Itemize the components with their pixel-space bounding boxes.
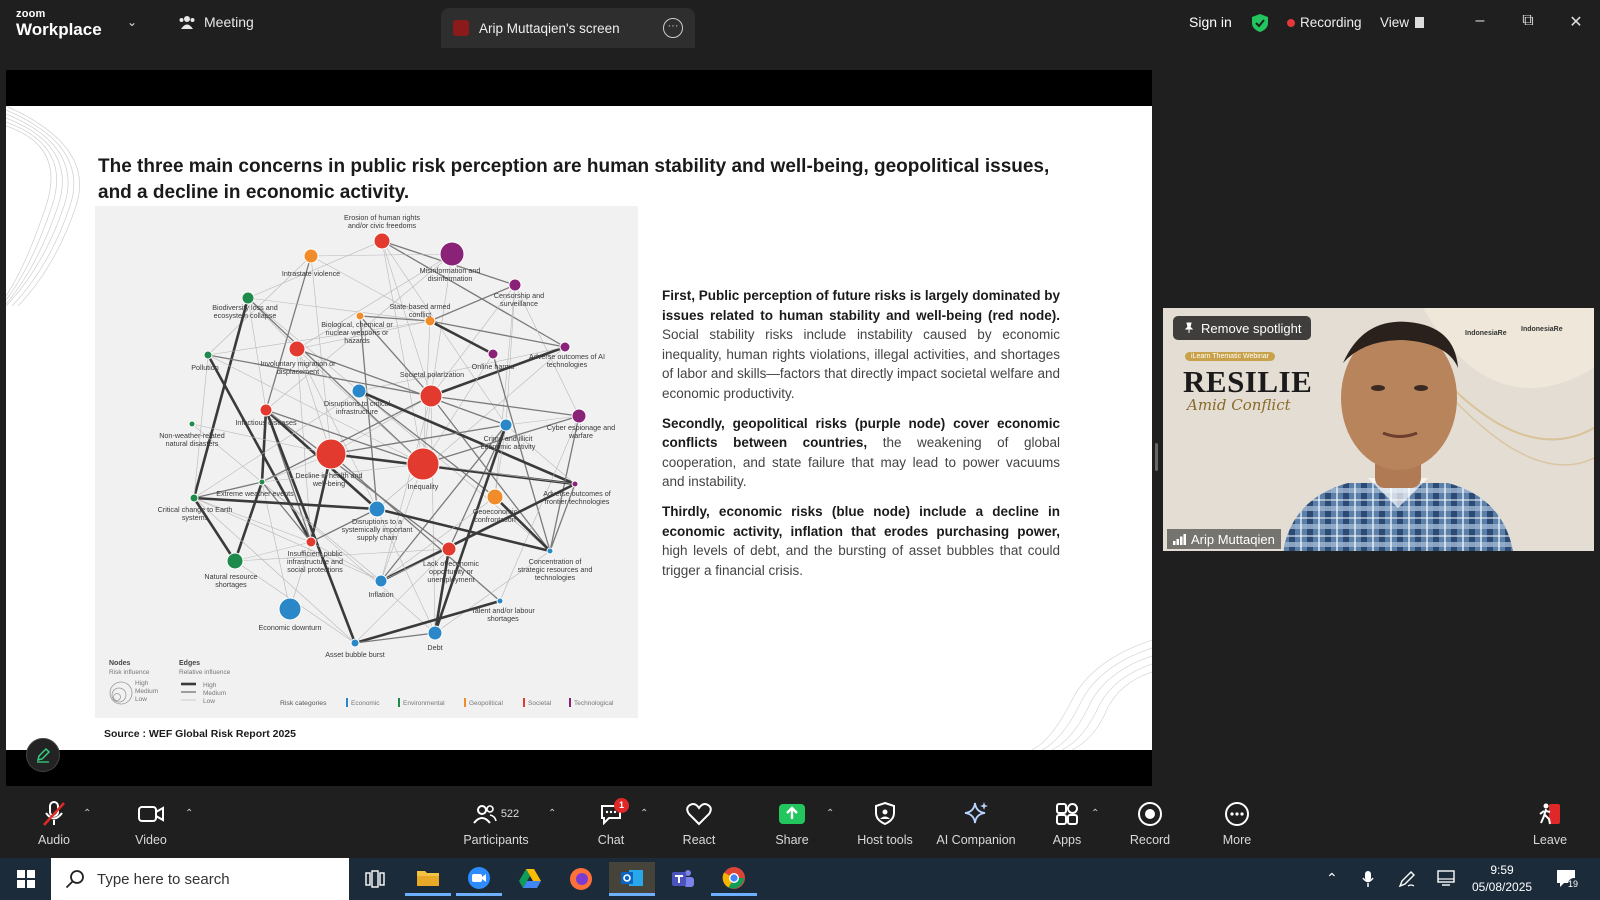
legend-node-high-label: High xyxy=(135,680,149,687)
paragraph-3-text: high levels of debt, and the bursting of asset bubbles that could trigger a financial crisis. xyxy=(662,543,1060,578)
legend-swatch-technological xyxy=(569,698,571,707)
presentation-slide xyxy=(6,106,1152,750)
graph-edge xyxy=(311,254,452,256)
recording-label: Recording xyxy=(1300,15,1362,30)
node-erosion xyxy=(374,233,390,249)
tab-shared-screen[interactable] xyxy=(441,8,695,48)
video-button[interactable] xyxy=(106,798,196,847)
label-migration: Involuntary migration or displacement xyxy=(260,359,336,376)
share-label: Share xyxy=(775,833,809,847)
host-tools-label: Host tools xyxy=(857,833,913,847)
node-inflation xyxy=(375,575,387,587)
zoom-workplace-logo[interactable] xyxy=(16,9,102,38)
clock-date: 05/08/2025 xyxy=(1472,880,1533,894)
node-biological xyxy=(356,312,364,320)
tab-meeting[interactable] xyxy=(178,14,254,30)
node-disruptions-infra xyxy=(352,384,366,398)
tray-chevron-up-icon[interactable]: ⌃ xyxy=(1326,870,1338,886)
participant-name: Arip Muttaqien xyxy=(1191,531,1275,547)
signal-icon xyxy=(1173,534,1186,545)
muted-mic-icon xyxy=(41,798,67,830)
file-explorer-icon[interactable] xyxy=(405,862,451,896)
clock-time: 9:59 xyxy=(1490,863,1514,877)
node-polarization xyxy=(420,385,442,407)
amid-conflict-text: Amid Conflict xyxy=(1187,396,1291,414)
legend-edge-high-label: High xyxy=(203,682,217,689)
legend-node-high xyxy=(110,682,132,704)
label-insufficient: Insufficient public infrastructure and social protections xyxy=(287,549,343,574)
shield-check-icon[interactable] xyxy=(1251,13,1269,38)
legend-node-low xyxy=(114,694,121,701)
label-non-weather: Non-weather-related natural disasters xyxy=(159,431,225,448)
label-inflation: Inflation xyxy=(368,590,394,599)
paragraph-1-text: Social stability risks include instability caused by economic inequality, human rights violations, illegal activities, and shortages of labor and skills—factors that directly impact societal welfare and economic productivity. xyxy=(662,327,1060,401)
record-icon xyxy=(1137,798,1163,830)
graph-edge xyxy=(355,633,435,643)
node-insufficient xyxy=(306,537,316,547)
panel-splitter-handle[interactable] xyxy=(1155,443,1158,471)
participants-icon-wrap xyxy=(473,798,519,830)
label-concentration: Concentration of strategic resources and technologies xyxy=(517,557,593,582)
share-options-chevron-icon[interactable]: ⌃ xyxy=(826,808,835,819)
legend-societal-label: Societal xyxy=(528,700,552,707)
search-icon xyxy=(65,869,85,889)
graph-edge xyxy=(495,285,515,497)
meeting-icon xyxy=(178,14,196,30)
slide-title: The three main concerns in public risk perception are human stability and well-being, geopolitical issues, and a decline in economic activity. xyxy=(98,156,1050,203)
label-interstate: Intrastate violence xyxy=(281,269,341,278)
tab-shared-screen-label: Arip Muttaqien's screen xyxy=(479,20,620,36)
participants-options-chevron-icon[interactable]: ⌃ xyxy=(548,808,557,819)
node-crime xyxy=(500,419,512,431)
more-button[interactable] xyxy=(1192,798,1282,847)
legend-edges-title: Edges xyxy=(179,660,201,667)
video-feed xyxy=(1163,308,1594,551)
apps-button[interactable] xyxy=(1022,798,1112,847)
node-interstate xyxy=(304,249,318,263)
node-inequality xyxy=(407,448,439,480)
label-crime: Crime and illicit economic activity xyxy=(480,434,536,451)
task-view-icon[interactable] xyxy=(352,862,398,896)
legend-edge-medium-label: Medium xyxy=(203,690,227,697)
brand-logo-1: IndonesiaRe xyxy=(1465,330,1507,337)
legend-geopolitical-label: Geopolitical xyxy=(469,700,503,707)
restore-icon[interactable]: ⧉ xyxy=(1522,12,1534,29)
pen-icon[interactable] xyxy=(1398,870,1416,891)
paragraph-3-bold: Thirdly, economic risks (blue node) include a decline in economic activity, inflation that erodes purchasing power, xyxy=(662,503,1060,539)
label-supply-chain: Disruptions to a systemically important supply chain xyxy=(341,517,413,542)
node-infectious xyxy=(260,404,272,416)
share-screen-icon xyxy=(778,798,806,830)
view-icon xyxy=(1415,17,1424,28)
legend-swatch-societal xyxy=(523,698,525,707)
legend-nodes-title: Nodes xyxy=(109,660,131,667)
node-talent xyxy=(497,598,503,604)
taskbar-clock[interactable] xyxy=(1472,862,1532,896)
slide-body-text xyxy=(662,286,1060,590)
record-button[interactable] xyxy=(1105,798,1195,847)
record-dot-icon xyxy=(1287,19,1295,27)
teams-icon[interactable] xyxy=(660,862,706,896)
record-label: Record xyxy=(1129,833,1171,847)
label-state-conflict: State-based armed conflict xyxy=(389,302,451,319)
graph-legend xyxy=(109,660,614,707)
node-adverse-ai xyxy=(560,342,570,352)
node-frontier xyxy=(572,481,578,487)
label-pollution: Pollution xyxy=(191,363,219,372)
sign-in-button[interactable]: Sign in xyxy=(1189,14,1232,30)
windows-start-icon[interactable] xyxy=(17,870,35,888)
ai-companion-label: AI Companion xyxy=(936,833,1016,847)
chat-label: Chat xyxy=(597,833,625,847)
more-label: More xyxy=(1222,833,1252,847)
node-decline-health xyxy=(316,439,346,469)
decorative-wave-left xyxy=(6,106,96,306)
node-non-weather xyxy=(189,421,195,427)
share-button[interactable] xyxy=(747,798,837,847)
taskbar-search-box[interactable] xyxy=(51,858,349,900)
logo-big-text: Workplace xyxy=(16,20,102,39)
label-erosion: Erosion of human rights and/or civic freedoms xyxy=(344,213,420,230)
legend-economic-label: Economic xyxy=(351,700,380,707)
chat-options-chevron-icon[interactable]: ⌃ xyxy=(640,808,649,819)
label-downturn: Economic downturn xyxy=(258,623,322,632)
chevron-down-icon[interactable]: ⌄ xyxy=(127,15,138,29)
notification-center-icon[interactable] xyxy=(1556,868,1580,895)
participants-button[interactable] xyxy=(451,798,541,847)
label-lack-econ: Lack of economic opportunity or unemployment xyxy=(423,559,479,584)
paragraph-2-text: the weakening of global cooperation, and state failure that may lead to power vacuums and instability. xyxy=(662,435,1060,490)
more-dots-icon xyxy=(1224,798,1250,830)
host-tools-button[interactable] xyxy=(840,798,930,847)
node-migration xyxy=(289,341,305,357)
leave-icon xyxy=(1538,798,1562,830)
label-infectious: Infectious diseases xyxy=(235,418,297,427)
video-options-chevron-icon[interactable]: ⌃ xyxy=(185,808,194,819)
label-biological: Biological, chemical or nuclear weapons or hazards xyxy=(321,320,393,345)
zoom-app-icon[interactable] xyxy=(456,862,502,896)
ai-companion-button[interactable] xyxy=(931,798,1021,847)
label-misinfo: Misinformation and disinformation xyxy=(419,266,481,283)
resilience-banner-text: RESILIE xyxy=(1183,364,1313,399)
recording-indicator[interactable] xyxy=(1287,15,1362,30)
chrome-icon[interactable] xyxy=(711,862,757,896)
brand-logo-2: IndonesiaRe xyxy=(1521,326,1563,333)
tab-meeting-label: Meeting xyxy=(204,14,254,30)
legend-node-low-label: Low xyxy=(135,696,147,703)
graph-edge xyxy=(430,321,565,347)
meeting-toolbar xyxy=(0,796,1600,856)
legend-swatch-geopolitical xyxy=(464,698,466,707)
notification-count: 19 xyxy=(1568,879,1579,889)
microphone-icon[interactable] xyxy=(1362,870,1374,891)
label-asset-bubble: Asset bubble burst xyxy=(325,650,385,659)
legend-edge-low-label: Low xyxy=(203,698,215,705)
node-concentration xyxy=(547,548,553,554)
label-inequality: Inequality xyxy=(407,482,439,491)
label-censorship: Censorship and surveillance xyxy=(493,291,545,308)
legend-node-medium-label: Medium xyxy=(135,688,159,695)
node-lack-econ xyxy=(442,542,456,556)
label-biodiversity: Biodiversity loss and ecosystem collapse xyxy=(212,303,278,320)
remove-spotlight-button[interactable] xyxy=(1173,316,1311,340)
legend-nodes-sub: Risk influence xyxy=(109,669,150,676)
label-critical-change: Critical change to Earth systems xyxy=(157,505,233,522)
legend-swatch-economic xyxy=(346,698,348,707)
outlook-icon[interactable] xyxy=(609,862,655,896)
node-cyber xyxy=(572,409,586,423)
ai-sparkle-icon xyxy=(963,798,989,830)
paragraph-2-bold: Secondly, geopolitical risks (purple node) cover economic conflicts between countries, xyxy=(662,415,1060,451)
minimize-icon[interactable]: – xyxy=(1475,12,1485,29)
legend-technological-label: Technological xyxy=(574,700,614,707)
legend-swatch-environmental xyxy=(398,698,400,707)
host-shield-icon xyxy=(874,798,896,830)
node-misinfo xyxy=(440,242,464,266)
label-adverse-ai: Adverse outcomes of AI technologies xyxy=(529,352,605,369)
apps-label: Apps xyxy=(1052,833,1082,847)
video-label: Video xyxy=(135,833,167,847)
chat-icon-wrap xyxy=(599,798,623,830)
node-natural-resource xyxy=(227,553,243,569)
label-talent: Talent and/or labour shortages xyxy=(471,606,535,623)
source-citation: Source : WEF Global Risk Report 2025 xyxy=(104,728,296,740)
shared-screen-area xyxy=(6,70,1152,786)
windows-taskbar xyxy=(0,858,1600,900)
label-disruptions-infra: Disruptions to critical infrastructure xyxy=(323,399,391,416)
graph-labels xyxy=(158,213,616,659)
node-supply-chain xyxy=(369,501,385,517)
label-online-harms: Online harms xyxy=(471,362,515,371)
pencil-icon xyxy=(35,747,51,763)
video-camera-icon xyxy=(137,798,165,830)
node-extreme-weather xyxy=(259,479,265,485)
participants-icon xyxy=(473,803,497,825)
view-label: View xyxy=(1380,15,1410,30)
decorative-wave-right xyxy=(1032,640,1152,750)
label-extreme-weather: Extreme weather events xyxy=(216,489,294,498)
graph-edge xyxy=(266,256,311,410)
participant-name-tag xyxy=(1167,529,1281,549)
display-icon[interactable] xyxy=(1437,870,1455,889)
heart-icon xyxy=(686,798,712,830)
participant-video-tile[interactable] xyxy=(1163,308,1594,551)
node-censorship xyxy=(509,279,521,291)
audio-button[interactable] xyxy=(9,798,99,847)
close-icon[interactable]: ✕ xyxy=(1569,14,1583,31)
leave-button[interactable] xyxy=(1505,798,1595,847)
remove-spotlight-label: Remove spotlight xyxy=(1201,320,1302,336)
leave-label: Leave xyxy=(1532,833,1568,847)
node-asset-bubble xyxy=(351,639,359,647)
react-label: React xyxy=(682,833,716,847)
label-decline-health: Decline in health and well-being xyxy=(295,471,363,488)
paragraph-3 xyxy=(662,502,1060,580)
node-downturn xyxy=(279,598,301,620)
react-button[interactable] xyxy=(654,798,744,847)
title-bar xyxy=(0,0,1600,48)
logo-small-text: zoom xyxy=(16,8,46,20)
label-cyber: Cyber espionage and warfare xyxy=(546,423,616,440)
participant-count: 522 xyxy=(500,808,520,820)
paragraph-1-bold: First, Public perception of future risks is largely dominated by issues related to human stability and well-being (red node). xyxy=(662,288,1060,323)
view-button[interactable] xyxy=(1380,15,1424,30)
label-frontier: Adverse outcomes of frontier technologies xyxy=(543,489,611,506)
chat-button[interactable] xyxy=(566,798,656,847)
label-natural-resource: Natural resource shortages xyxy=(204,572,258,589)
node-debt xyxy=(428,626,442,640)
label-geoeconomic: Geoeconomic confrontation xyxy=(472,507,518,524)
legend-environmental-label: Environmental xyxy=(403,700,445,707)
pin-icon xyxy=(1183,322,1195,334)
label-polarization: Societal polarization xyxy=(399,370,465,379)
risk-network-svg xyxy=(95,206,638,718)
audio-options-chevron-icon[interactable]: ⌃ xyxy=(83,808,92,819)
app-icon xyxy=(453,20,469,36)
apps-grid-icon xyxy=(1055,798,1079,830)
search-placeholder: Type here to search xyxy=(97,870,230,888)
label-debt: Debt xyxy=(427,643,443,652)
paragraph-1 xyxy=(662,286,1060,404)
firefox-icon[interactable] xyxy=(558,862,604,896)
chat-unread-badge: 1 xyxy=(614,798,629,813)
node-pollution xyxy=(204,351,212,359)
node-critical-change xyxy=(190,494,198,502)
audio-label: Audio xyxy=(38,833,70,847)
more-options-icon[interactable]: ··· xyxy=(663,18,683,38)
participants-label: Participants xyxy=(463,833,529,847)
webinar-tag: iLearn Thematic Webinar xyxy=(1185,352,1275,361)
annotate-button[interactable] xyxy=(26,738,60,772)
risk-network-graph xyxy=(95,206,638,718)
legend-categories-title: Risk categories xyxy=(280,700,327,707)
node-geoeconomic xyxy=(487,489,503,505)
apps-options-chevron-icon[interactable]: ⌃ xyxy=(1091,808,1100,819)
paragraph-2 xyxy=(662,414,1060,492)
legend-edges-sub: Relative influence xyxy=(179,669,231,676)
google-drive-icon[interactable] xyxy=(507,862,553,896)
node-online-harms xyxy=(488,349,498,359)
